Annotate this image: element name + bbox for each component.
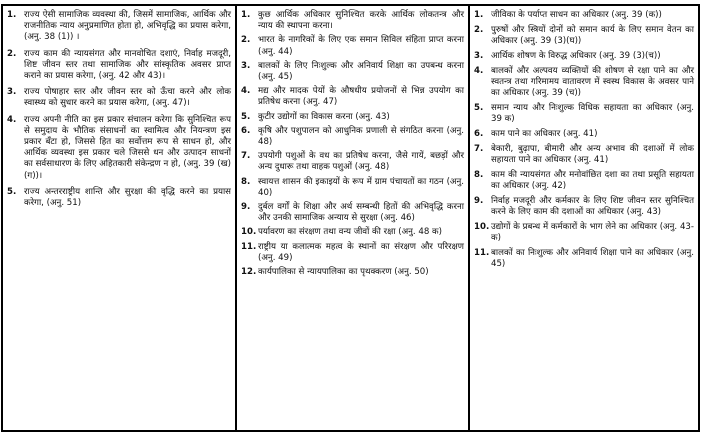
- list-item: [474, 66, 694, 100]
- item-number: 1.: [7, 10, 17, 20]
- item-number: 1.: [474, 10, 484, 20]
- list-item: [241, 112, 464, 123]
- item-number: 11.: [241, 241, 257, 252]
- list-item: [474, 222, 694, 244]
- item-number: 5.: [241, 111, 251, 122]
- column-state-objectives: [235, 6, 468, 430]
- item-number: 4.: [241, 86, 251, 97]
- item-number: 2.: [241, 35, 251, 46]
- item-text: राज्य अपनी नीति का इस प्रकार संचालन करेगा कि सुनिश्चित रूप से समुदाय के भौतिक संसाधनों का स्वामित्व और नियन्त्रण इस प्रकार बँटा हो, जिससे हित का सर्वोत्तम रूप से साधन हो, और आर्थिक व्यवस्था इस प्रकार चले जिससे धन और उत्पादन साधनों का सर्वसाधारण के लिए अहितकारी संकेन्द्रण न हो, (अनु. 39 (ख)(ग))।: [24, 114, 231, 181]
- list-item: [241, 177, 464, 199]
- item-number: 2.: [474, 24, 484, 35]
- item-text: कुछ आर्थिक अधिकार सुनिश्चित करके आर्थिक लोकतन्त्र और न्याय की स्थापना करना।: [258, 10, 464, 32]
- item-number: 9.: [241, 202, 251, 213]
- item-text: राज्य काम की न्यायसंगत और मानवोचित दशाएं, निर्वाह मजदूरी, शिष्ट जीवन स्तर तथा सामाजिक और सांस्कृतिक अवसर प्राप्त कराने का प्रयास करेगा, (अनु. 42 और 43)।: [24, 48, 231, 82]
- column-state-directives: [3, 6, 235, 430]
- list-item: [474, 129, 694, 140]
- list-item: [241, 202, 464, 224]
- item-text: भारत के नागरिकों के लिए एक समान सिविल संहिता प्राप्त करना (अनु. 44): [258, 35, 464, 57]
- item-text: समान न्याय और निःशुल्क विधिक सहायता का अधिकार (अनु. 39 क): [491, 102, 694, 124]
- list-item: [241, 35, 464, 57]
- list-item: [474, 144, 694, 166]
- item-number: 7.: [241, 151, 251, 162]
- item-text: राज्य पोषाहार स्तर और जीवन स्तर को ऊँचा करने और लोक स्वास्थ्य को सुधार करने का प्रयास करेगा, (अनु. 47)।: [24, 87, 231, 109]
- item-number: 5.: [7, 186, 17, 197]
- list-item: [474, 10, 694, 21]
- item-text: उपयोगी पशुओं के वध का प्रतिषेध करना, जैसे गायें, बछड़ों और अन्य दुधारू तथा वाहक पशुओं (अनु. 48): [258, 151, 464, 173]
- item-number: 10.: [474, 221, 490, 232]
- item-text: पर्यावरण का संरक्षण तथा वन्य जीवों की रक्षा (अनु. 48 क): [258, 227, 442, 238]
- item-number: 8.: [474, 169, 484, 180]
- list-item: [241, 151, 464, 173]
- list-item: [7, 115, 231, 182]
- list-item: [241, 267, 464, 278]
- list-item: [7, 187, 231, 209]
- dpsp-comparison-table: [1, 4, 700, 432]
- item-number: 5.: [474, 102, 484, 113]
- list-item: [241, 61, 464, 83]
- item-text: कृषि और पशुपालन को आधुनिक प्रणाली से संगठित करना (अनु. 48): [258, 125, 464, 148]
- item-number: 3.: [7, 87, 17, 98]
- item-text: बालकों और अल्पवय व्यक्तियों की शोषण से रक्षा पाने का और स्वतन्त्र तथा गरिमामय वातावरण में स्वस्थ विकास के अवसर पाने का अधिकार (अनु. 39 (च)): [491, 65, 694, 98]
- list-item: [241, 86, 464, 108]
- item-text: बेकारी, बुढ़ापा, बीमारी और अन्य अभाव की दशाओं में लोक सहायता पाने का अधिकार (अनु. 41): [491, 143, 694, 165]
- item-text: दुर्बल वर्गों के शिक्षा और अर्थ सम्बन्धी हितों की अभिवृद्धि करना और उनकी सामाजिक अन्याय से सुरक्षा (अनु. 46): [258, 202, 464, 224]
- list-item: [7, 49, 231, 83]
- item-number: 9.: [474, 195, 484, 206]
- item-text: बालकों के लिए निःशुल्क और अनिवार्य शिक्षा का उपबन्ध करना (अनु. 45): [258, 60, 464, 83]
- item-text: राज्य ऐसी सामाजिक व्यवस्था की, जिसमें सामाजिक, आर्थिक और राजनीतिक न्याय अनुप्रमाणित होता हो, अभिवृद्धि का प्रयास करेगा, (अनु. 38 (1)) ।: [24, 10, 231, 43]
- list-item: [474, 103, 694, 125]
- item-number: 6.: [241, 125, 251, 136]
- item-text: काम पाने का अधिकार (अनु. 41): [491, 128, 598, 139]
- item-number: 12.: [241, 267, 257, 278]
- item-text: स्वायत्त शासन की इकाइयों के रूप में ग्राम पंचायतों का गठन (अनु. 40): [258, 176, 464, 198]
- item-text: जीविका के पर्याप्त साधन का अधिकार (अनु. 39 (क)): [491, 10, 662, 20]
- list-item: [7, 87, 231, 109]
- item-text: मद्य और मादक पेयों के औषधीय प्रयोजनों से भिन्न उपयोग का प्रतिषेध करना (अनु. 47): [258, 86, 464, 108]
- item-number: 2.: [7, 48, 17, 59]
- list-item: [7, 10, 231, 44]
- item-text: राष्ट्रीय या कलात्मक महत्व के स्थानों का संरक्षण और परिरक्षण (अनु. 49): [258, 241, 464, 263]
- list-item: [474, 170, 694, 192]
- item-number: 4.: [7, 114, 17, 125]
- column-citizen-rights: [468, 6, 698, 430]
- list-item: [241, 126, 464, 148]
- item-number: 3.: [241, 60, 251, 71]
- list-item: [474, 25, 694, 47]
- item-text: आर्थिक शोषण के विरुद्ध अधिकार (अनु. 39 (3)(च)): [491, 50, 661, 61]
- item-text: उद्योगों के प्रबन्ध में कर्मकारों के भाग लेने का अधिकार (अनु. 43-क): [491, 221, 694, 243]
- list-item: [474, 248, 694, 270]
- item-text: काम की न्यायसंगत और मनोवांछित दशा का तथा प्रसूति सहायता का अधिकार (अनु. 42): [491, 169, 694, 191]
- list-item: [474, 51, 694, 62]
- item-text: कुटीर उद्योगों का विकास करना (अनु. 43): [258, 111, 390, 122]
- item-text: पुरुषों और स्त्रियों दोनों को समान कार्य के लिए समान वेतन का अधिकार (अनु. 39 (3)(घ)): [491, 24, 694, 46]
- item-number: 7.: [474, 143, 484, 154]
- item-text: कार्यपालिका से न्यायपालिका का पृथक्करण (अनु. 50): [258, 267, 429, 278]
- item-text: बालकों का निःशुल्क और अनिवार्य शिक्षा पाने का अधिकार (अनु. 45): [491, 247, 694, 269]
- item-text: राज्य अन्तरराष्ट्रीय शान्ति और सुरक्षा की वृद्धि करने का प्रयास करेगा, (अनु. 51): [24, 186, 231, 209]
- list-item: [241, 10, 464, 32]
- list-item: [241, 227, 464, 238]
- item-number: 8.: [241, 176, 251, 187]
- item-number: 10.: [241, 227, 257, 238]
- list-item: [241, 242, 464, 264]
- item-number: 3.: [474, 50, 484, 61]
- list-item: [474, 196, 694, 218]
- item-number: 4.: [474, 65, 484, 76]
- item-text: निर्वाह मजदूरी और कर्मकार के लिए शिष्ट जीवन स्तर सुनिश्चित करने के लिए काम की दशाओं का अधिकार (अनु. 43): [491, 195, 694, 217]
- item-number: 6.: [474, 128, 484, 139]
- item-number: 1.: [241, 10, 251, 20]
- item-number: 11.: [474, 247, 490, 258]
